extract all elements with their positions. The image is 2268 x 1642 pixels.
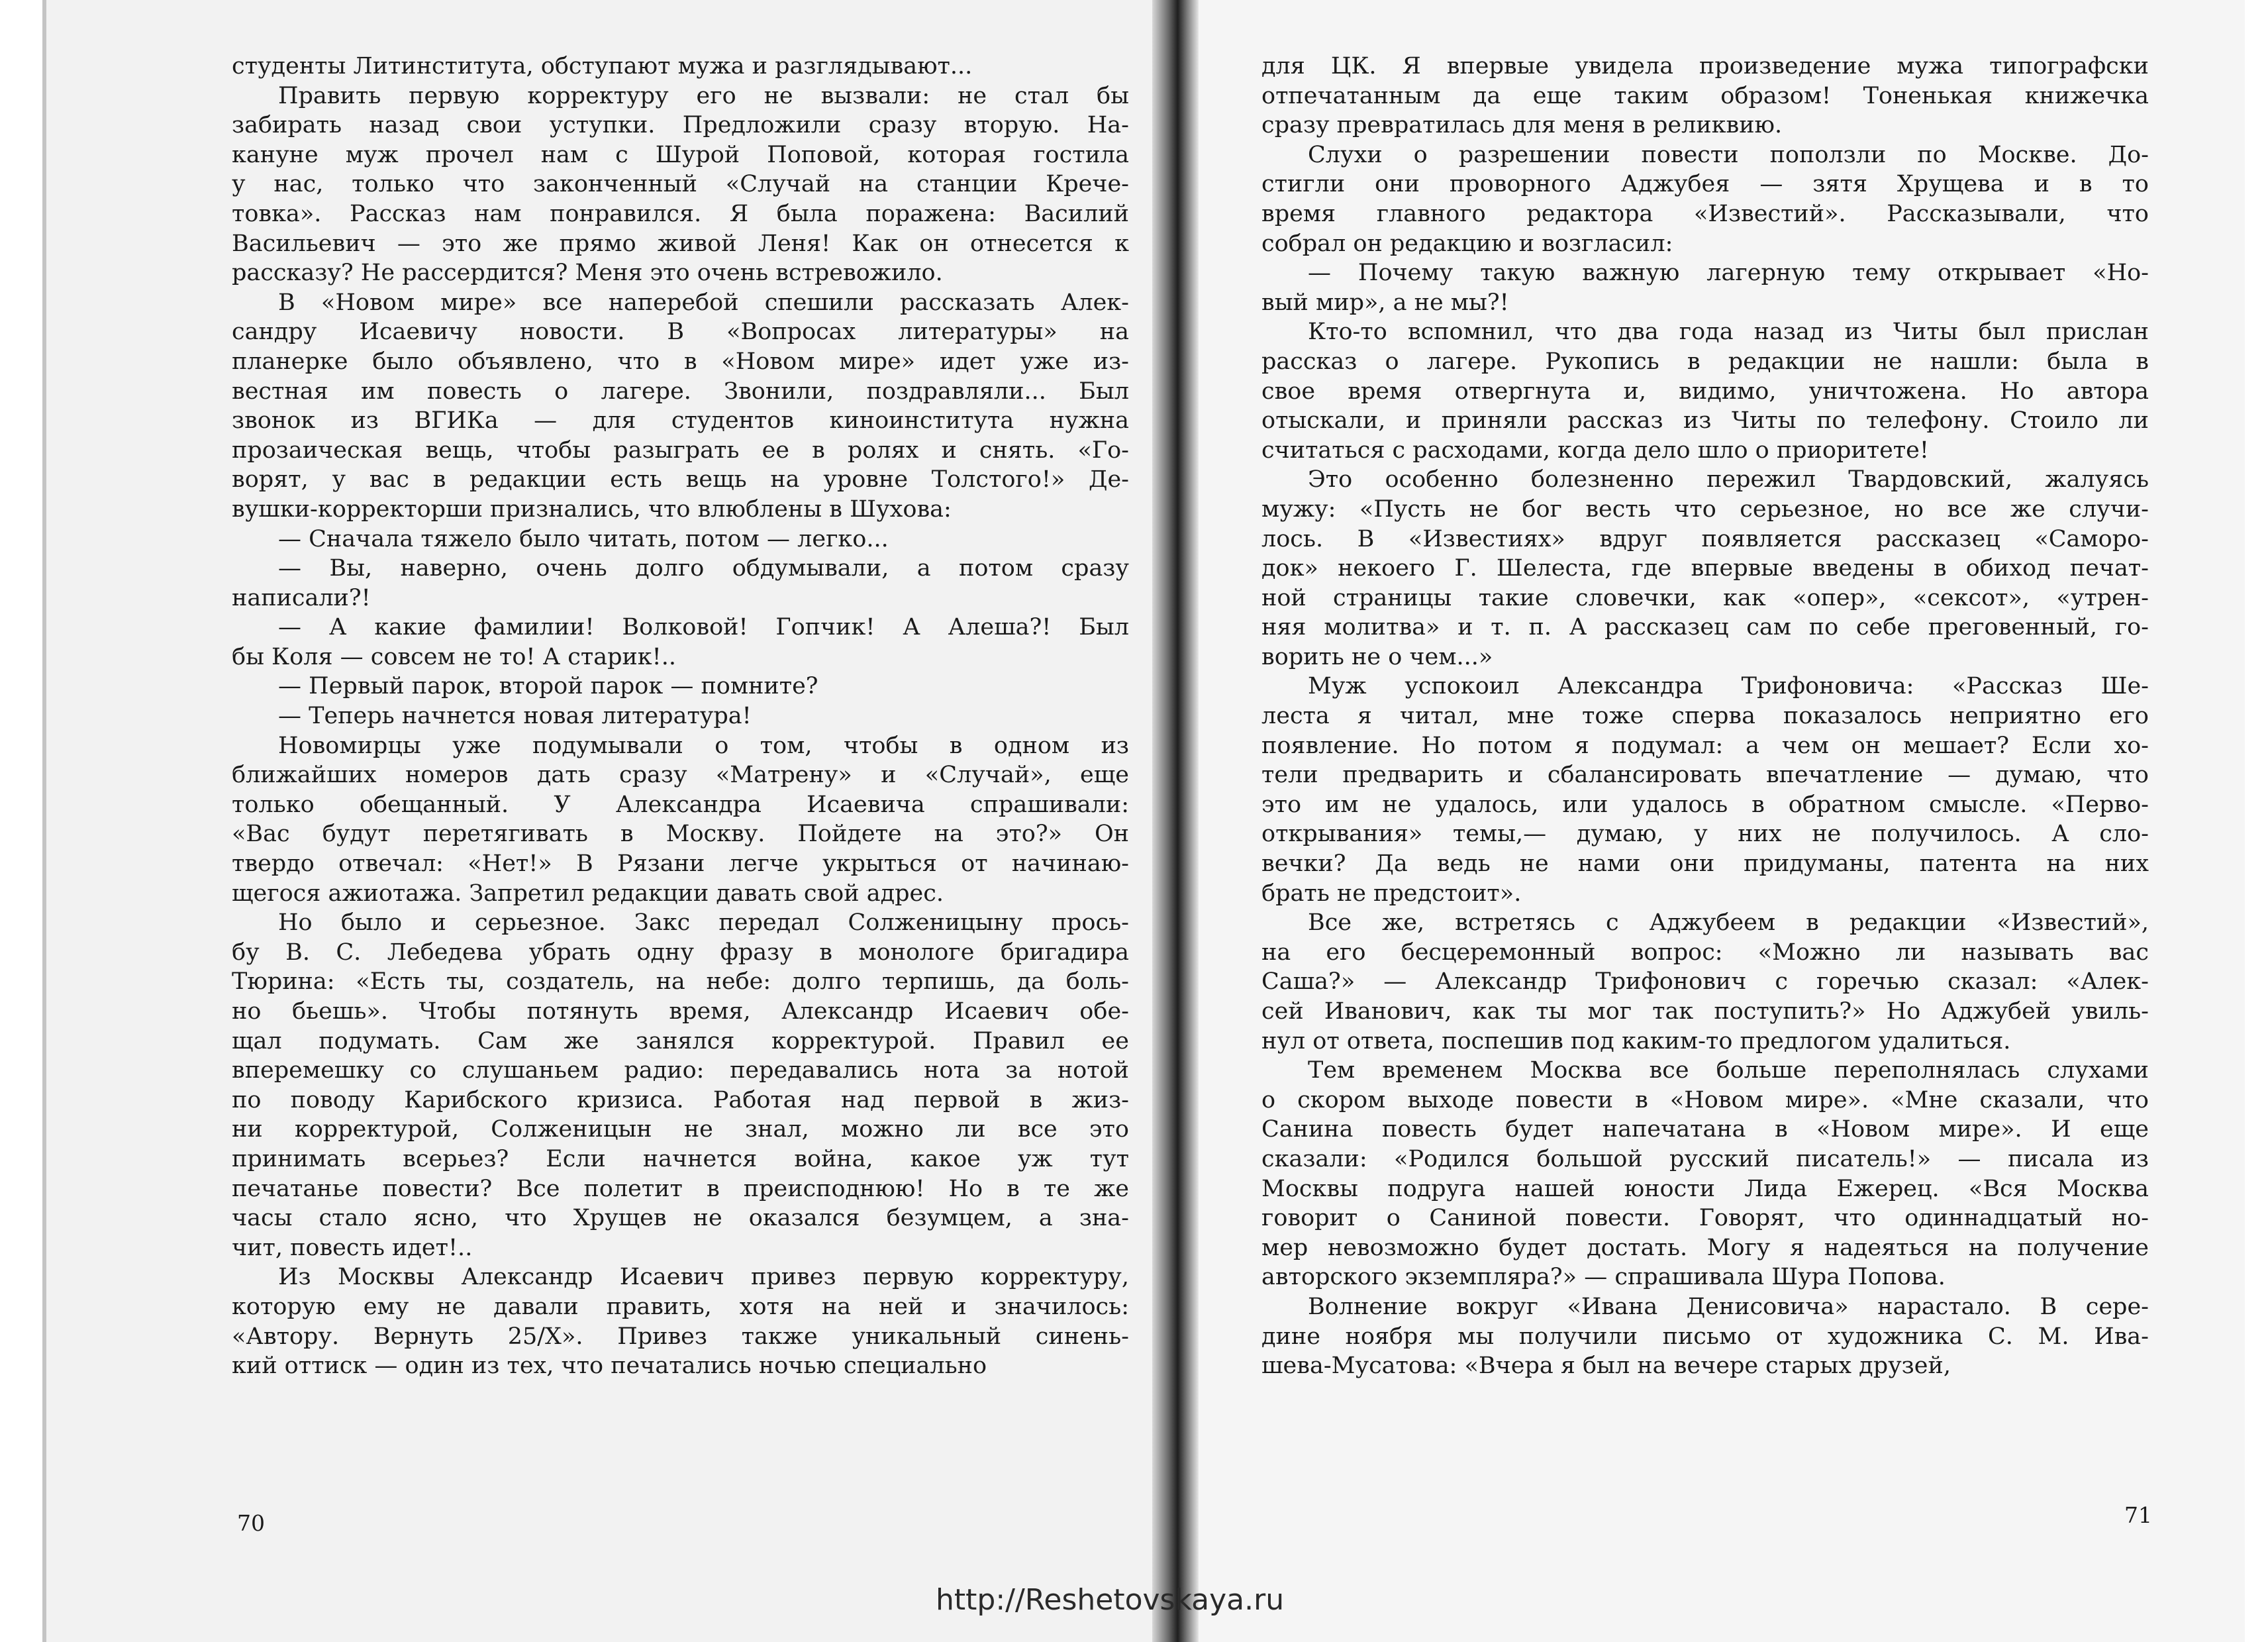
left-page-number: 70: [237, 1510, 265, 1536]
text-line: стигли они проворного Аджубея — зятя Хрущева и в то: [1261, 171, 2149, 198]
text-line: отыскали, и приняли рассказ из Читы по телефону. Стоило ли: [1261, 407, 2149, 435]
text-line: мер невозможно будет достать. Могу я надеяться на получение: [1261, 1234, 2149, 1261]
watermark-url: http://Reshetovskaya.ru: [936, 1583, 1285, 1617]
text-line: бы Коля — совсем не то! А старик!..: [232, 643, 676, 670]
text-line: рассказу? Не рассердится? Меня это очень встревожило.: [232, 260, 943, 287]
text-line: по поводу Карибского кризиса. Работая над первой в жиз-: [232, 1086, 1129, 1113]
text-line: Волнение вокруг «Ивана Денисовича» нарастало. В сере-: [1308, 1293, 2149, 1320]
text-line: Муж успокоил Александра Трифоновича: «Рассказ Ше-: [1308, 673, 2149, 700]
text-line: шева-Мусатова: «Вчера я был на вечере старых друзей,: [1261, 1353, 1951, 1380]
text-line: — Сначала тяжело было читать, потом — легко...: [278, 525, 889, 552]
text-line: вый мир», а не мы?!: [1261, 289, 1509, 316]
text-line: звонок из ВГИКа — для студентов киноинститута нужна: [232, 407, 1129, 435]
text-line: Москвы подруга нашей юности Лида Ежерец. «Вся Москва: [1261, 1175, 2149, 1202]
text-line: кануне муж прочел нам с Шурой Поповой, которая гостила: [232, 141, 1129, 168]
text-line: «Автору. Вернуть 25/X». Привез также уникальный синень-: [232, 1323, 1129, 1350]
text-line: док» некоего Г. Шелеста, где впервые введены в обиход печат-: [1261, 555, 2149, 582]
text-line: Санина повесть будет напечатана в «Новом мире». И еще: [1261, 1116, 2149, 1143]
text-line: — Первый парок, второй парок — помните?: [278, 673, 818, 700]
text-line: Править первую корректуру его не вызвали: не стал бы: [278, 82, 1129, 109]
text-line: ной страницы такие словечки, как «опер», «сексот», «утрен-: [1261, 584, 2149, 611]
text-line: только обещанный. У Александра Исаевича спрашивали:: [232, 791, 1129, 818]
text-line: сей Иванович, как ты мог так поступить?» Но Аджубей увиль-: [1261, 998, 2149, 1025]
text-line: ворят, у вас в редакции есть вещь на уровне Толстого!» Де-: [232, 466, 1129, 493]
text-line: няя молитва» и т. п. А рассказец сам по себе преговенный, го-: [1261, 614, 2149, 641]
text-line: Слухи о разрешении повести поползли по Москве. До-: [1308, 141, 2149, 168]
text-line: студенты Литинститута, обступают мужа и разглядывают...: [232, 53, 973, 79]
text-line: у нас, только что законченный «Случай на станции Кречe-: [232, 171, 1129, 198]
text-line: собрал он редакцию и возгласил:: [1261, 230, 1673, 257]
text-line: время главного редактора «Известий». Рассказывали, что: [1261, 200, 2149, 227]
text-line: Тем временем Москва все больше переполнялась слухами: [1308, 1057, 2149, 1084]
text-line: Тюрина: «Есть ты, создатель, на небе: долго терпишь, да боль-: [232, 968, 1129, 996]
text-line: «Вас будут перетягивать в Москву. Пойдете на это?» Он: [232, 821, 1129, 848]
text-line: авторского экземпляра?» — спрашивала Шура Попова.: [1261, 1264, 1946, 1291]
text-line: Из Москвы Александр Исаевич привез первую корректуру,: [278, 1264, 1129, 1291]
text-line: щал подумать. Сам же занялся корректурой. Правил ее: [232, 1027, 1129, 1054]
text-line: сказали: «Родился большой русский писатель!» — писала из: [1261, 1145, 2149, 1172]
text-line: рассказ о лагере. Рукопись в редакции не нашли: была в: [1261, 348, 2149, 375]
text-line: планерке было объявлено, что в «Новом мире» идет уже из-: [232, 348, 1129, 375]
text-line: Это особенно болезненно пережил Твардовский, жалуясь: [1308, 466, 2149, 493]
text-line: тели предварить и сбалансировать впечатление — думаю, что: [1261, 762, 2149, 789]
text-line: ворить не о чем...»: [1261, 643, 1493, 670]
text-line: отпечатанным да еще таким образом! Тоненькая книжечка: [1261, 82, 2149, 109]
text-line: открывания» темы,— думаю, у них не получилось. А сло-: [1261, 821, 2149, 848]
text-line: чит, повесть идет!..: [232, 1234, 473, 1261]
right-page-number: 71: [2124, 1502, 2152, 1528]
text-line: Кто-то вспомнил, что два года назад из Читы был прислан: [1308, 319, 2149, 346]
text-line: — Вы, наверно, очень долго обдумывали, а потом сразу: [278, 555, 1129, 582]
book-gutter: [1152, 0, 1199, 1642]
text-line: для ЦК. Я впервые увидела произведение мужа типографски: [1261, 53, 2149, 79]
text-line: о скором выходе повести в «Новом мире». «Мне сказали, что: [1261, 1086, 2149, 1113]
text-line: Саша?» — Александр Трифонович с горечью сказал: «Алек-: [1261, 968, 2149, 996]
text-line: твердо отвечал: «Нет!» В Рязани легче укрыться от начинаю-: [232, 850, 1129, 878]
text-line: вечки? Да ведь не нами они придуманы, патента на них: [1261, 850, 2149, 878]
text-line: на его бесцеремонный вопрос: «Можно ли называть вас: [1261, 939, 2149, 966]
text-line: леста я читал, мне тоже сперва показалось неприятно его: [1261, 703, 2149, 730]
text-line: написали?!: [232, 584, 371, 611]
text-line: прозаическая вещь, чтобы разыграть ее в ролях и снять. «Го-: [232, 436, 1129, 464]
text-line: вперемешку со слушаньем радио: передавались нота за нотой: [232, 1057, 1129, 1084]
text-line: — А какие фамилии! Волковой! Гопчик! А Алеша?! Был: [278, 614, 1129, 641]
text-line: сразу превратилась для меня в реликвию.: [1261, 112, 1783, 139]
text-line: печатанье повести? Все полетит в преисподнюю! Но в те же: [232, 1175, 1129, 1202]
left-page-text: [232, 52, 1129, 1381]
text-line: Васильевич — это же прямо живой Леня! Как он отнесется к: [232, 230, 1129, 257]
text-line: сандру Исаевичу новости. В «Вопросах литературы» на: [232, 319, 1129, 346]
text-line: мужу: «Пусть не бог весть что серьезное, но все же случи-: [1261, 495, 2149, 523]
text-line: принимать всерьез? Если начнется война, какое уж тут: [232, 1145, 1129, 1172]
text-line: нул от ответа, поспешив под каким-то предлогом удалиться.: [1261, 1027, 2011, 1054]
text-line: вестная им повесть о лагере. Звонили, поздравляли... Был: [232, 378, 1129, 405]
text-line: часы стало ясно, что Хрущев не оказался безумцем, а зна-: [232, 1205, 1129, 1232]
text-line: лось. В «Известиях» вдруг появляется рассказец «Саморо-: [1261, 525, 2149, 552]
text-line: — Почему такую важную лагерную тему открывает «Но-: [1308, 260, 2149, 287]
text-line: говорит о Саниной повести. Говорят, что одиннадцатый но-: [1261, 1205, 2149, 1232]
text-line: Но было и серьезное. Закс передал Солженицыну прось-: [278, 909, 1129, 937]
text-line: Все же, встретясь с Аджубеем в редакции «Известий»,: [1308, 909, 2149, 937]
text-line: кий оттиск — один из тех, что печатались ночью специально: [232, 1353, 987, 1380]
text-line: ближайших номеров дать сразу «Матрену» и «Случай», еще: [232, 762, 1129, 789]
text-line: ни корректурой, Солженицын не знал, можно ли все это: [232, 1116, 1129, 1143]
text-line: товка». Рассказ нам понравился. Я была поражена: Василий: [232, 200, 1129, 227]
text-line: Новомирцы уже подумывали о том, чтобы в одном из: [278, 732, 1129, 759]
text-line: дине ноября мы получили письмо от художника С. М. Ива-: [1261, 1323, 2149, 1350]
text-line: свое время отвергнута и, видимо, уничтожена. Но автора: [1261, 378, 2149, 405]
text-line: это им не удалось, или удалось в обратном смысле. «Перво-: [1261, 791, 2149, 818]
text-line: бу В. С. Лебедева убрать одну фразу в монологе бригадира: [232, 939, 1129, 966]
text-line: но бьешь». Чтобы потянуть время, Александр Исаевич обе-: [232, 998, 1129, 1025]
text-line: вушки-корректорши признались, что влюблены в Шухова:: [232, 495, 952, 523]
text-line: которую ему не давали править, хотя на ней и значилось:: [232, 1293, 1129, 1320]
text-line: — Теперь начнется новая литература!: [278, 703, 752, 730]
text-line: брать не предстоит».: [1261, 880, 1522, 907]
text-line: считаться с расходами, когда дело шло о приоритете!: [1261, 436, 1929, 464]
text-line: В «Новом мире» все наперебой спешили рассказать Алек-: [278, 289, 1129, 316]
text-line: щегося ажиотажа. Запретил редакции давать свой адрес.: [232, 880, 944, 907]
text-line: забирать назад свои уступки. Предложили сразу вторую. На-: [232, 112, 1129, 139]
right-page-text: [1261, 52, 2149, 1381]
text-line: появление. Но потом я подумал: а чем он мешает? Если хо-: [1261, 732, 2149, 759]
